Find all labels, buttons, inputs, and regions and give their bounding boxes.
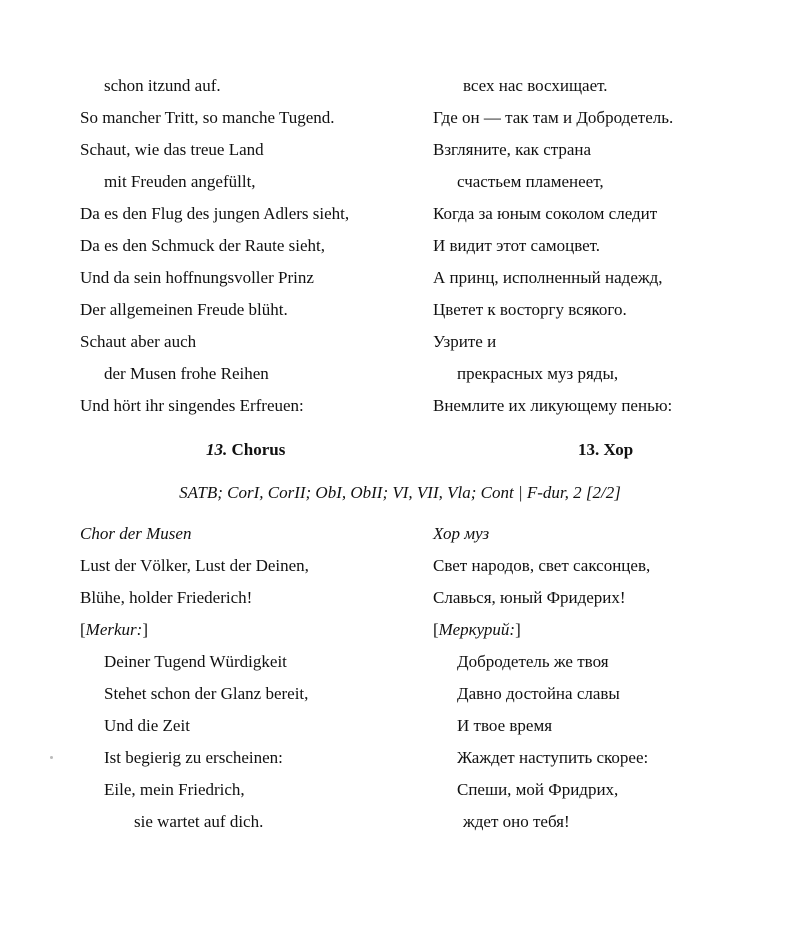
russian-line: Славься, юный Фридерих! bbox=[433, 588, 626, 607]
russian-line: Цветет к восторгу всякого. bbox=[433, 300, 627, 319]
russian-line: Давно достойна славы bbox=[457, 684, 620, 703]
german-line: Stehet schon der Glanz bereit, bbox=[104, 684, 309, 703]
german-line: Da es den Schmuck der Raute sieht, bbox=[80, 236, 326, 255]
russian-line: Когда за юным соколом следит bbox=[433, 204, 658, 223]
russian-line: Свет народов, свет саксонцев, bbox=[433, 556, 651, 575]
russian-line: Узрите и bbox=[433, 332, 497, 351]
russian-speaker: [Меркурий:] bbox=[433, 620, 521, 639]
russian-line: прекрасных муз ряды, bbox=[457, 364, 619, 383]
german-line: Blühe, holder Friederich! bbox=[80, 588, 253, 607]
german-line: der Musen frohe Reihen bbox=[104, 364, 269, 383]
german-speaker: Chor der Musen bbox=[80, 524, 192, 543]
german-section-heading bbox=[206, 439, 285, 461]
german-line: Der allgemeinen Freude blüht. bbox=[80, 300, 288, 319]
german-heading-title: Chorus bbox=[231, 440, 286, 459]
russian-speaker: Хор муз bbox=[433, 524, 490, 543]
russian-line: Внемлите их ликующему пенью: bbox=[433, 396, 673, 415]
russian-speaker-name: Меркурий: bbox=[438, 620, 516, 639]
german-line: sie wartet auf dich. bbox=[134, 812, 264, 831]
german-heading-number: 13. bbox=[206, 440, 228, 459]
german-line: Deiner Tugend Würdigkeit bbox=[104, 652, 287, 671]
russian-line: всех нас восхищает. bbox=[463, 76, 608, 95]
scan-speck bbox=[50, 756, 53, 759]
russian-line: Жаждет наступить скорее: bbox=[457, 748, 649, 767]
german-line: Da es den Flug des jungen Adlers sieht, bbox=[80, 204, 350, 223]
russian-line: счастьем пламенеет, bbox=[457, 172, 604, 191]
russian-line: И твое время bbox=[457, 716, 553, 735]
german-line: Eile, mein Friedrich, bbox=[104, 780, 245, 799]
russian-line: А принц, исполненный надежд, bbox=[433, 268, 663, 287]
german-line: mit Freuden angefüllt, bbox=[104, 172, 256, 191]
german-line: Und die Zeit bbox=[104, 716, 190, 735]
russian-line: ждет оно тебя! bbox=[463, 812, 570, 831]
russian-line: Где он — так там и Добродетель. bbox=[433, 108, 674, 127]
german-line: Und da sein hoffnungsvoller Prinz bbox=[80, 268, 314, 287]
russian-section-heading: 13. Хор bbox=[578, 440, 634, 459]
german-line: Lust der Völker, Lust der Deinen, bbox=[80, 556, 309, 575]
german-line: Und hört ihr singendes Erfreuen: bbox=[80, 396, 304, 415]
german-line: So mancher Tritt, so manche Tugend. bbox=[80, 108, 335, 127]
german-line: Schaut aber auch bbox=[80, 332, 197, 351]
german-line: schon itzund auf. bbox=[104, 76, 221, 95]
scoring-line: SATB; CorI, CorII; ObI, ObII; VI, VII, Vla; Cont | F-dur, 2 [2/2] bbox=[179, 483, 621, 502]
german-speaker: [Merkur:] bbox=[80, 620, 148, 639]
russian-line: Взгляните, как страна bbox=[433, 140, 592, 159]
german-line: Ist begierig zu erscheinen: bbox=[104, 748, 283, 767]
russian-line: Добродетель же твоя bbox=[457, 652, 609, 671]
german-speaker-name: Merkur: bbox=[85, 620, 143, 639]
german-line: Schaut, wie das treue Land bbox=[80, 140, 264, 159]
russian-line: Спеши, мой Фридрих, bbox=[457, 780, 619, 799]
russian-line: И видит этот самоцвет. bbox=[433, 236, 601, 255]
